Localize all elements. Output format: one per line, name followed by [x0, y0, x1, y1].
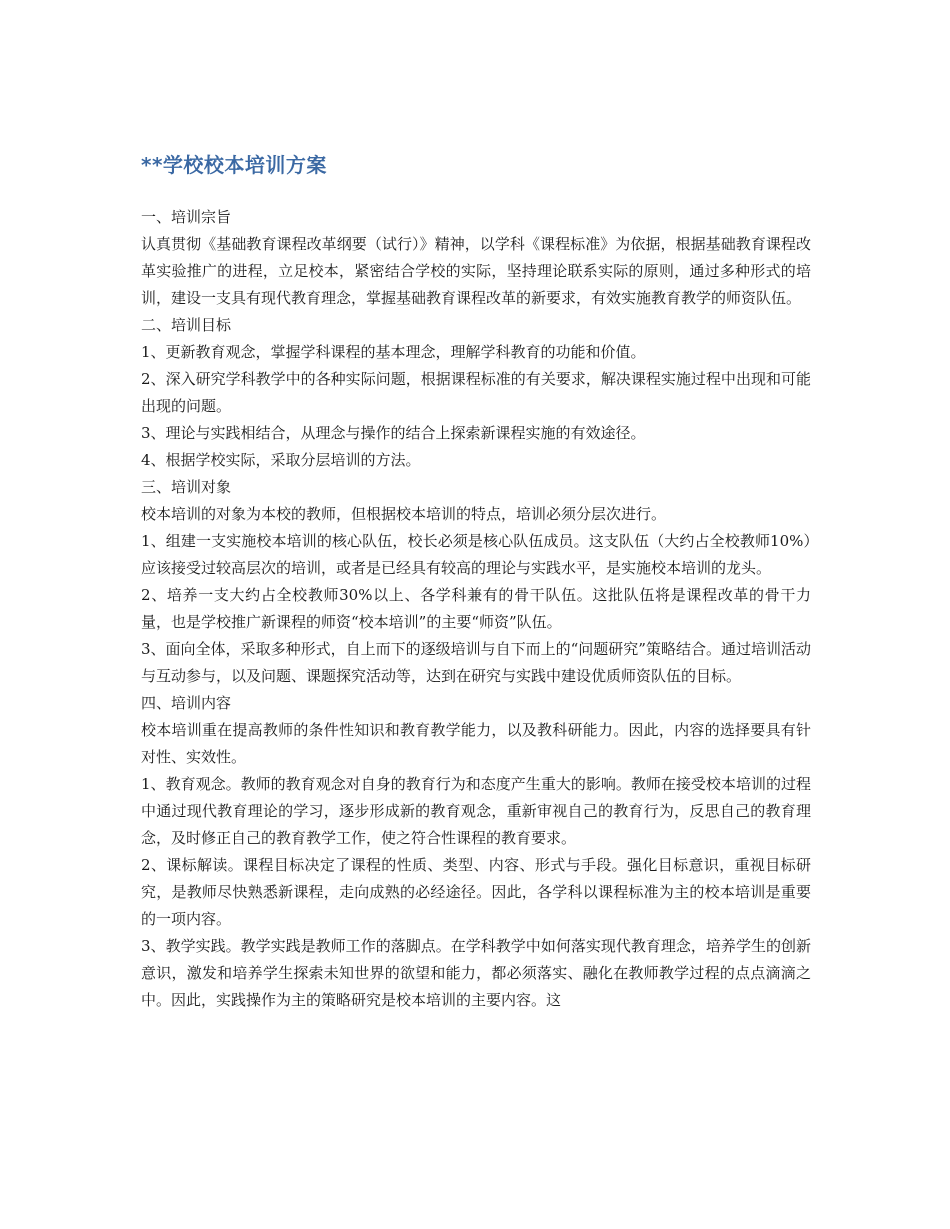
paragraph: 认真贯彻《基础教育课程改革纲要（试行）》精神，以学科《课程标准》为依据，根据基础教育课程改革实验推广的进程，立足校本，紧密结合学校的实际，坚持理论联系实际的原则，通过多种形式的培训，建设一支具有现代教育理念，掌握基础教育课程改革的新要求，有效实施教育教学的师资队伍。: [141, 235, 811, 307]
document-title: **学校校本培训方案: [141, 153, 327, 177]
list-item: 2、深入研究学科教学中的各种实际问题，根据课程标准的有关要求，解决课程实施过程中出现和可能出现的问题。: [141, 370, 811, 415]
list-item: 2、课标解读。课程目标决定了课程的性质、类型、内容、形式与手段。强化目标意识，重视目标研究，是教师尽快熟悉新课程，走向成熟的必经途径。因此，各学科以课程标准为主的校本培训是重要的一项内容。: [141, 856, 811, 928]
section-heading: 二、培训目标: [141, 316, 232, 334]
list-item: 1、更新教育观念，掌握学科课程的基本理念，理解学科教育的功能和价值。: [141, 343, 646, 361]
list-item: 3、面向全体，采取多种形式，自上而下的逐级培训与自下而上的“问题研究”策略结合。通过培训活动与互动参与，以及问题、课题探究活动等，达到在研究与实践中建设优质师资队伍的目标。: [141, 640, 811, 685]
list-item: 3、教学实践。教学实践是教师工作的落脚点。在学科教学中如何落实现代教育理念，培养学生的创新意识，激发和培养学生探索未知世界的欲望和能力，都必须落实、融化在教师教学过程的点点滴滴之中。因此，实践操作为主的策略研究是校本培训的主要内容。这: [141, 937, 811, 1009]
list-item: 1、组建一支实施校本培训的核心队伍，校长必须是核心队伍成员。这支队伍（大约占全校教师10%）应该接受过较高层次的培训，或者是已经具有较高的理论与实践水平，是实施校本培训的龙头。: [141, 532, 811, 577]
list-item: 4、根据学校实际，采取分层培训的方法。: [141, 451, 421, 469]
document-page: [141, 150, 811, 1014]
section-heading: 一、培训宗旨: [141, 208, 232, 226]
list-item: 3、理论与实践相结合，从理念与操作的结合上探索新课程实施的有效途径。: [141, 424, 646, 442]
document-body: [141, 204, 811, 1014]
section-heading: 四、培训内容: [141, 694, 232, 712]
paragraph: 校本培训重在提高教师的条件性知识和教育教学能力，以及教科研能力。因此，内容的选择要具有针对性、实效性。: [141, 721, 811, 766]
list-item: 1、教育观念。教师的教育观念对自身的教育行为和态度产生重大的影响。教师在接受校本培训的过程中通过现代教育理论的学习，逐步形成新的教育观念，重新审视自己的教育行为，反思自己的教育理念，及时修正自己的教育教学工作，使之符合性课程的教育要求。: [141, 775, 811, 847]
list-item: 2、培养一支大约占全校教师30%以上、各学科兼有的骨干队伍。这批队伍将是课程改革的骨干力量，也是学校推广新课程的师资“校本培训”的主要“师资”队伍。: [141, 586, 811, 631]
section-heading: 三、培训对象: [141, 478, 232, 496]
paragraph: 校本培训的对象为本校的教师，但根据校本培训的特点，培训必须分层次进行。: [141, 505, 667, 523]
